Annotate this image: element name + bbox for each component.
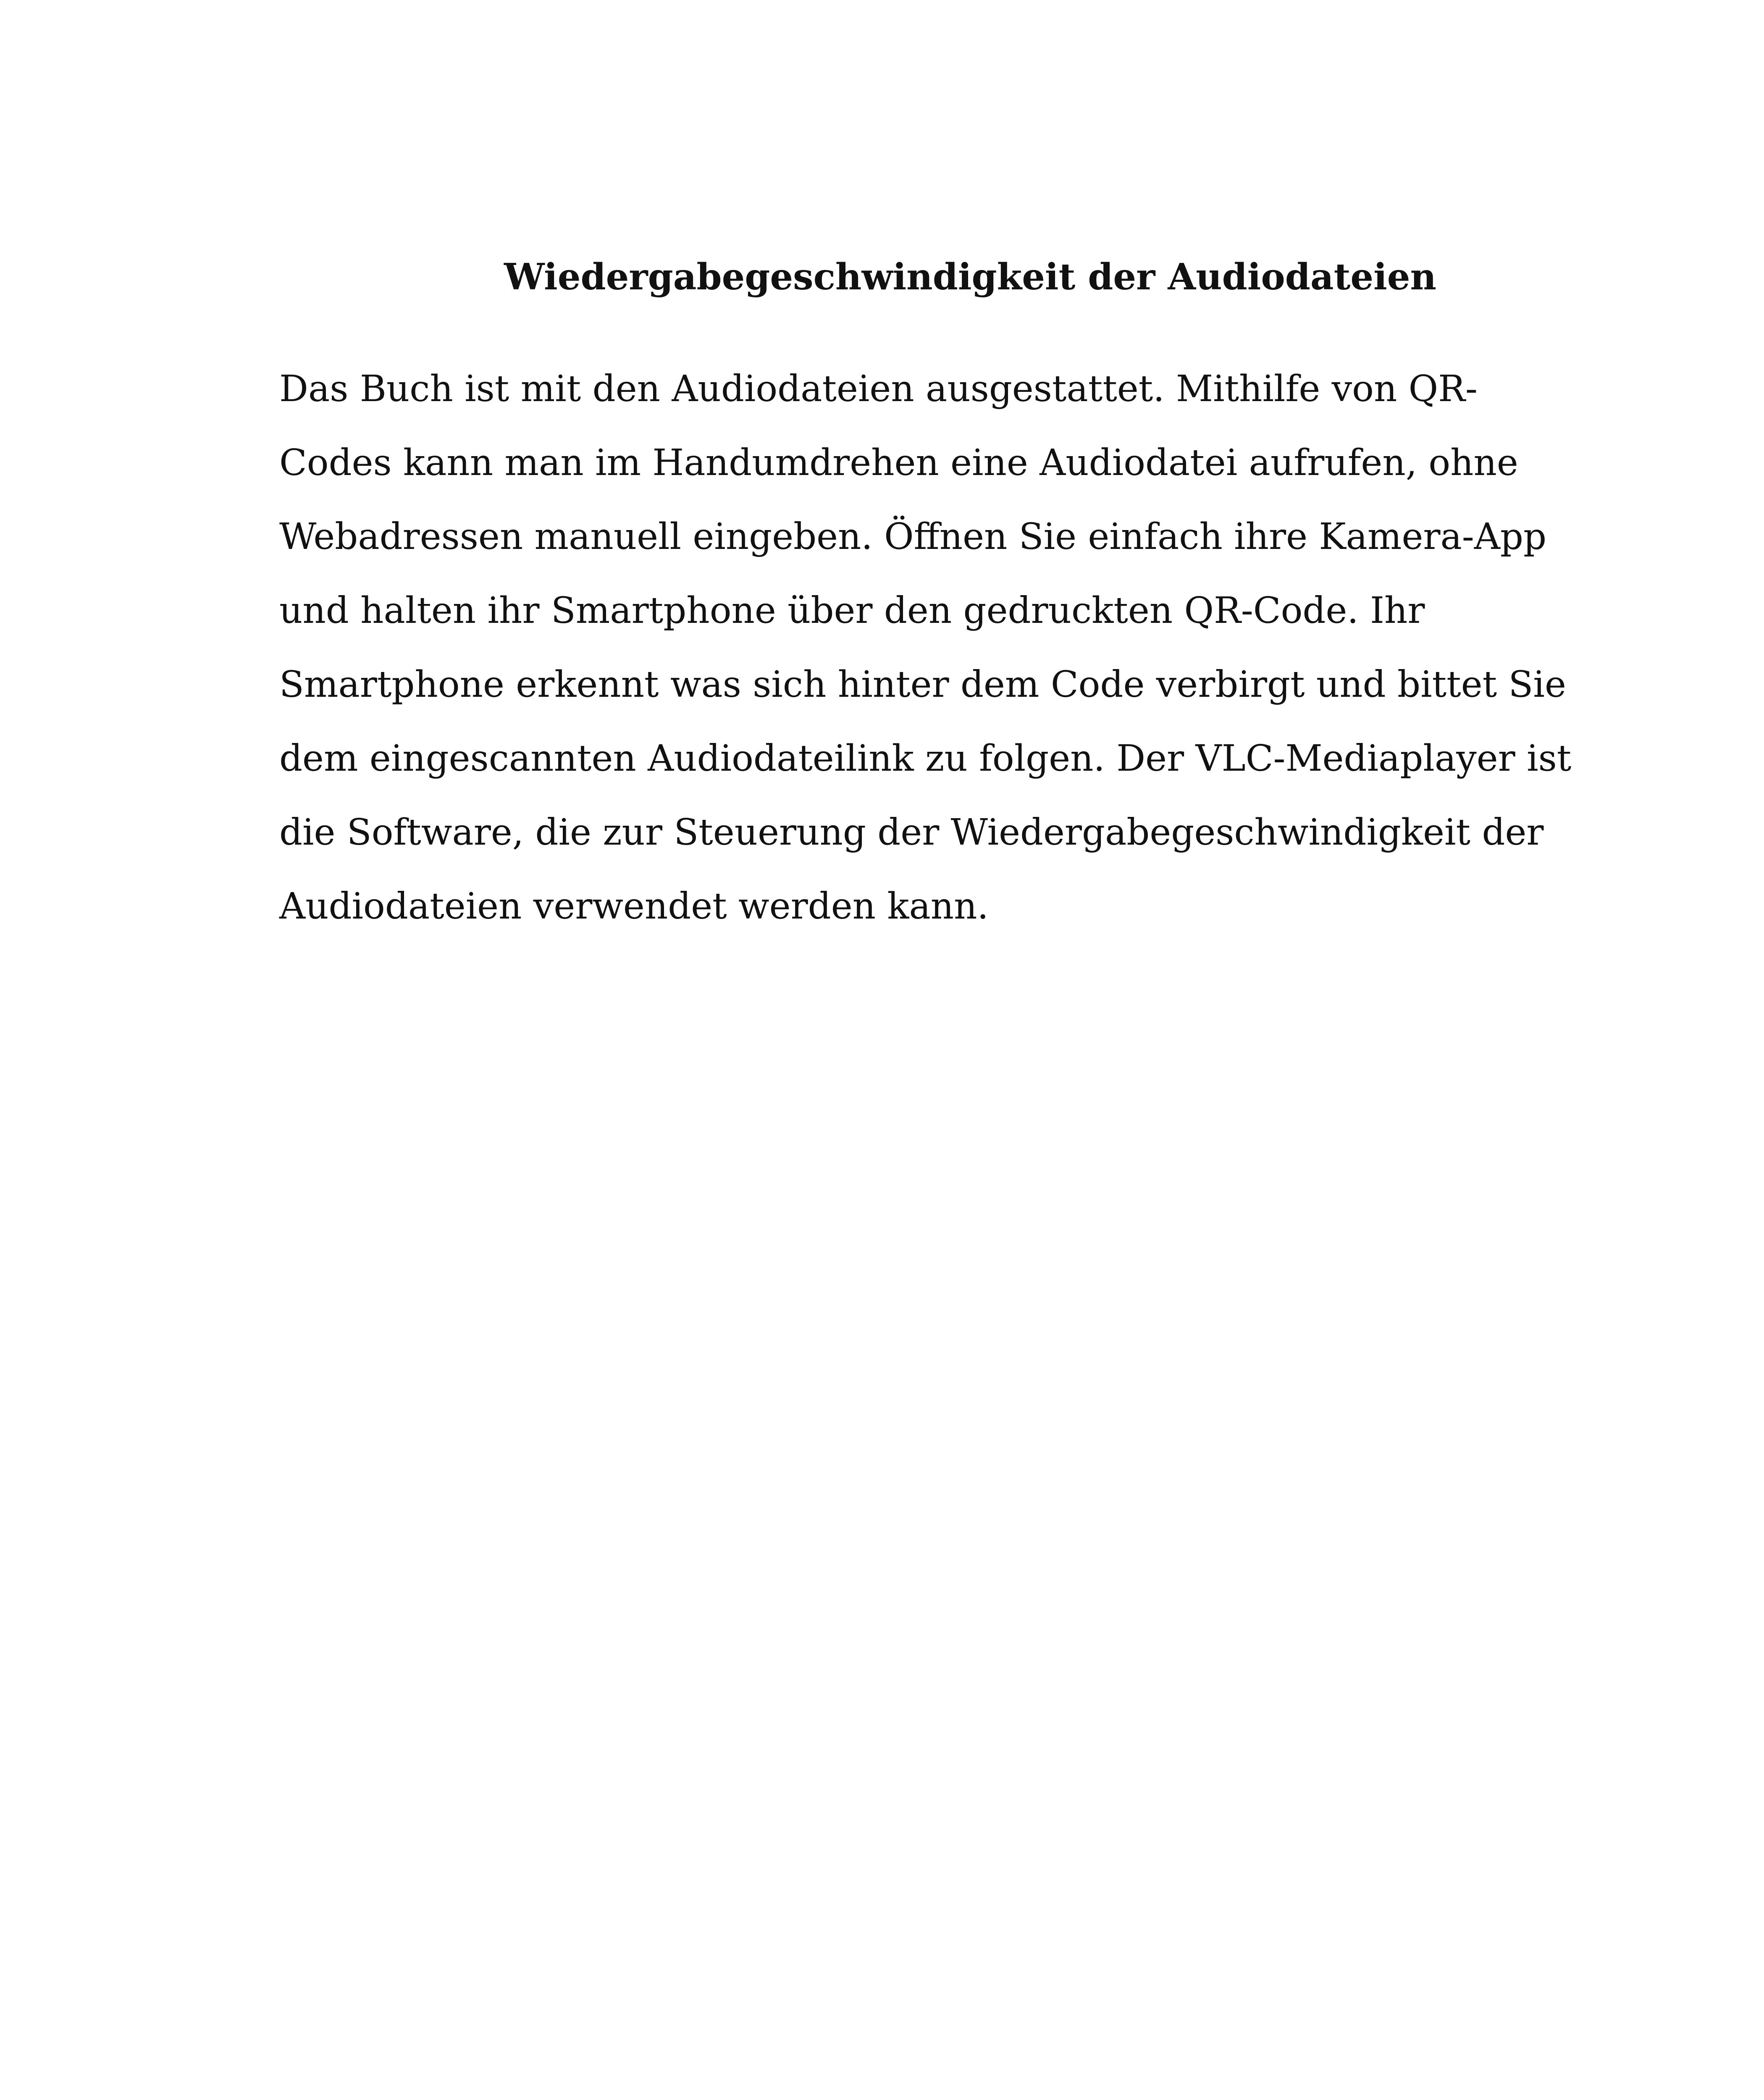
paragraph-line: Webadressen manuell eingeben. Öffnen Sie einfach ihre Kamera-App [279,516,1547,558]
section-heading: Wiedergabegeschwindigkeit der Audiodateien [504,256,1436,298]
paragraph-line: und halten ihr Smartphone über den gedruckten QR-Code. Ihr [279,590,1425,632]
paragraph-line: dem eingescannten Audiodateilink zu folgen. Der VLC-Mediaplayer ist [279,738,1572,780]
paragraph-line: Smartphone erkennt was sich hinter dem Code verbirgt und bittet Sie [279,664,1566,706]
paragraph-line: Das Buch ist mit den Audiodateien ausgestattet. Mithilfe von QR- [279,368,1478,410]
body-paragraph [279,352,1581,943]
paragraph-line: Audiodateien verwendet werden kann. [279,885,989,927]
paragraph-line: die Software, die zur Steuerung der Wiedergabegeschwindigkeit der [279,811,1544,853]
paragraph-line: Codes kann man im Handumdrehen eine Audiodatei aufrufen, ohne [279,442,1518,484]
